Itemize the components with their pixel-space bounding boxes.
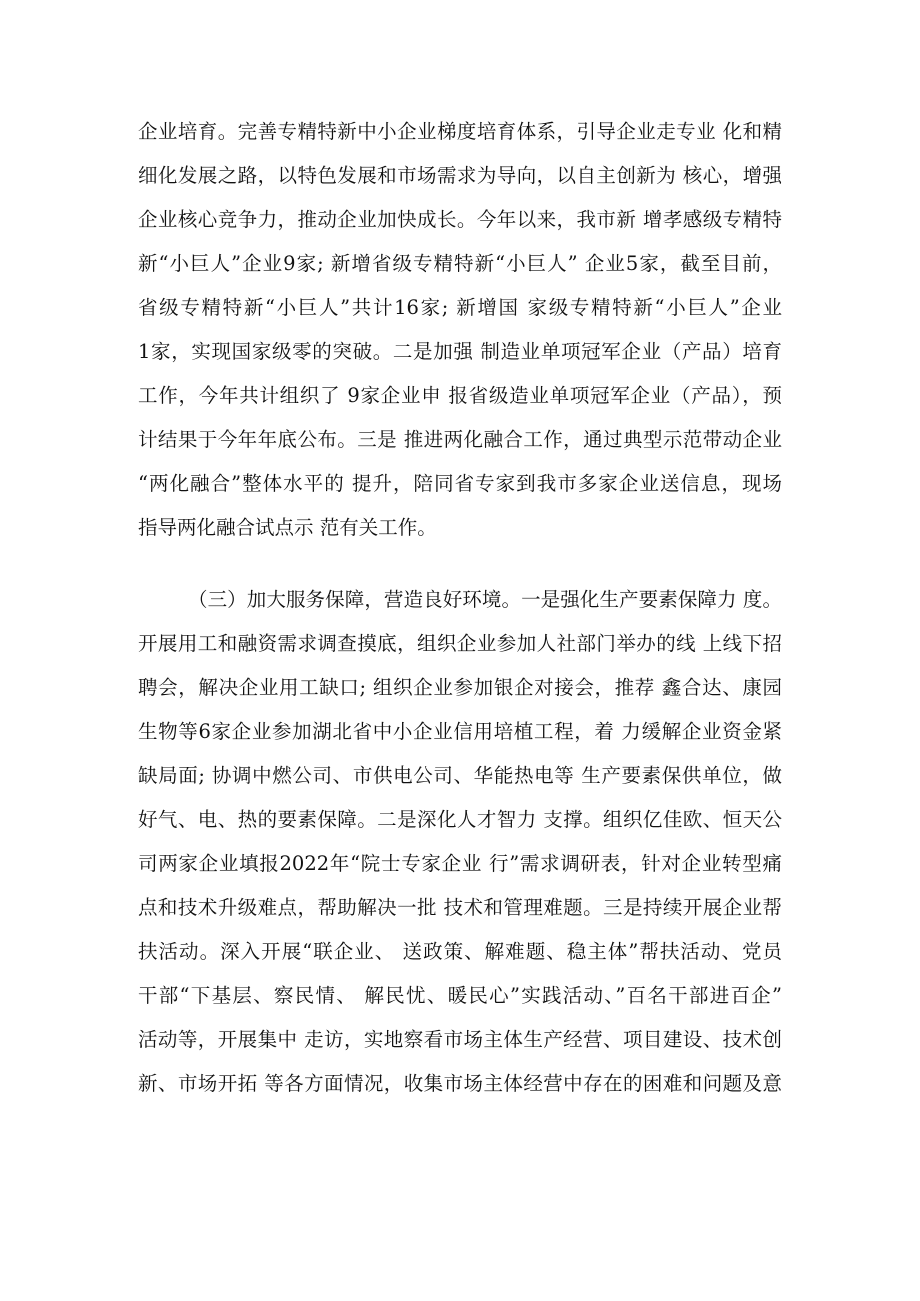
paragraph-2-line-8: 点和技术升级难点，帮助解决一批 技术和管理难题。三是持续开展企业帮 xyxy=(138,896,782,919)
paragraph-2-line-2: 开展用工和融资需求调查摸底，组织企业参加人社部门举办的线 上线下招 xyxy=(138,632,782,655)
paragraph-2-line-3: 聘会，解决企业用工缺口; 组织企业参加银企对接会，推荐 鑫合达、康园 xyxy=(138,676,782,699)
paragraph-1-line-10: 指导两化融合试点示 范有关工作。 xyxy=(138,516,437,539)
paragraph-2-line-11: 活动等，开展集中 走访，实地察看市场主体生产经营、项目建设、技术创 xyxy=(138,1028,782,1051)
paragraph-2-line-12: 新、市场开拓 等各方面情况，收集市场主体经营中存在的困难和问题及意 xyxy=(138,1072,782,1095)
paragraph-1-line-8: 计结果于今年年底公布。三是 推进两化融合工作，通过典型示范带动企业 xyxy=(138,428,782,451)
paragraph-2-line-6: 好气、电、热的要素保障。二是深化人才智力 支撑。组织亿佳欧、恒天公 xyxy=(138,808,782,831)
paragraph-1-line-7: 工作，今年共计组织了 9家企业申 报省级造业单项冠军企业（产品），预 xyxy=(138,384,782,407)
paragraph-1-line-6: 1家，实现国家级零的突破。二是加强 制造业单项冠军企业（产品）培育 xyxy=(138,340,782,363)
paragraph-1-line-5: 省级专精特新“小巨人”共计16家; 新增国 家级专精特新“小巨人”企业 xyxy=(138,296,782,319)
paragraph-2-line-4: 生物等6家企业参加湖北省中小企业信用培植工程，着 力缓解企业资金紧 xyxy=(138,720,782,743)
paragraph-1-line-1: 企业培育。完善专精特新中小企业梯度培育体系，引导企业走专业 化和精 xyxy=(138,120,782,143)
paragraph-1-line-4: 新“小巨人”企业9家; 新增省级专精特新“小巨人” 企业5家，截至目前， xyxy=(138,252,782,275)
paragraph-2-line-1: （三）加大服务保障，营造良好环境。一是强化生产要素保障力 度。 xyxy=(188,588,782,611)
paragraph-2-line-7: 司两家企业填报2022年“院士专家企业 行”需求调研表，针对企业转型痛 xyxy=(138,852,782,875)
paragraph-2-line-9: 扶活动。深入开展“联企业、 送政策、解难题、稳主体”帮扶活动、党员 xyxy=(138,940,782,963)
paragraph-1-line-3: 企业核心竞争力，推动企业加快成长。今年以来，我市新 增孝感级专精特 xyxy=(138,208,782,231)
paragraph-2-line-5: 缺局面; 协调中燃公司、市供电公司、华能热电等 生产要素保供单位，做 xyxy=(138,764,782,787)
paragraph-2-line-10: 干部“下基层、察民情、 解民忧、暖民心”实践活动、”百名干部进百企” xyxy=(138,984,782,1007)
paragraph-1-line-9: “两化融合”整体水平的 提升，陪同省专家到我市多家企业送信息，现场 xyxy=(138,472,782,495)
paragraph-1-line-2: 细化发展之路，以特色发展和市场需求为导向，以自主创新为 核心，增强 xyxy=(138,164,782,187)
